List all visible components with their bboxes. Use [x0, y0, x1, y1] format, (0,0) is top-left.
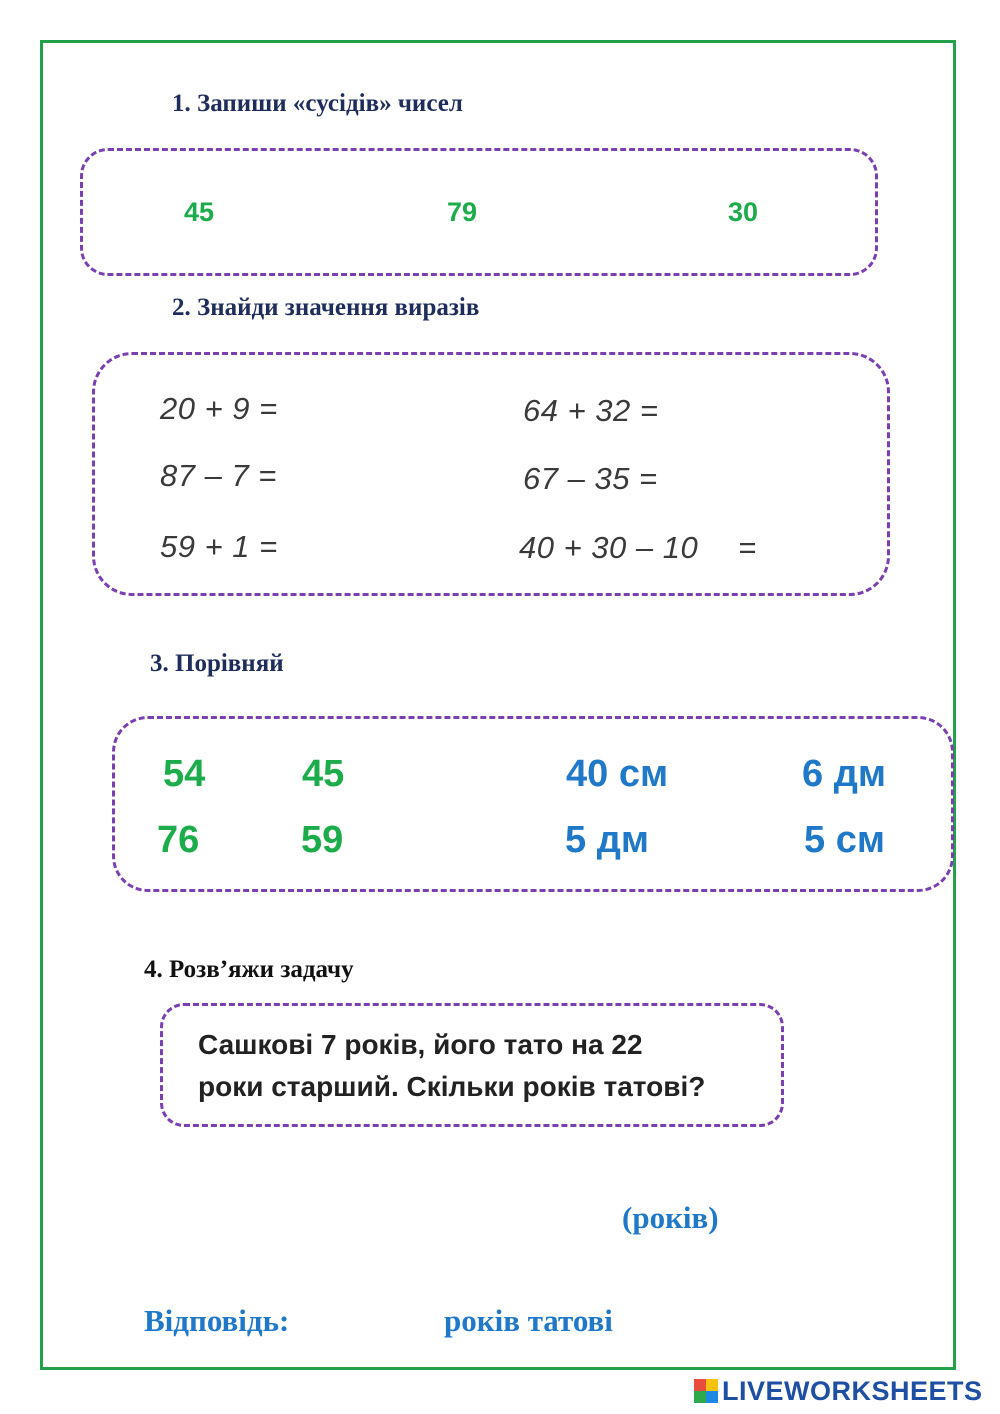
section2-title: 2. Знайди значення виразів — [172, 294, 480, 321]
liveworksheets-logo-icon — [694, 1379, 718, 1403]
compare-value: 76 — [157, 819, 200, 861]
brand-footer — [694, 1376, 983, 1406]
section1-title: 1. Запиши «сусідів» чисел — [172, 90, 463, 117]
compare-value: 54 — [163, 753, 206, 795]
section3-title: 3. Порівняй — [150, 650, 284, 677]
compare-value: 5 см — [804, 819, 885, 861]
task-line: Сашкові 7 років, його тато на 22 — [198, 1029, 643, 1060]
brand-name: LIVEWORKSHEETS — [722, 1375, 983, 1406]
expression: 64 + 32 = — [523, 393, 659, 428]
task-line: роки старший. Скільки років татові? — [198, 1071, 706, 1102]
compare-value: 6 дм — [802, 753, 886, 795]
neighbor-number: 30 — [728, 197, 759, 227]
compare-box — [112, 716, 954, 892]
expression: 20 + 9 = — [160, 391, 278, 426]
compare-value: 45 — [302, 753, 345, 795]
neighbor-number: 45 — [184, 197, 215, 227]
compare-value: 40 см — [566, 753, 669, 795]
expression: 87 – 7 = — [160, 458, 277, 493]
answer-suffix: років татові — [444, 1303, 613, 1338]
task-text — [198, 1024, 758, 1108]
expression: 59 + 1 = — [160, 529, 278, 564]
section4-title: 4. Розв’яжи задачу — [144, 956, 354, 983]
expression-equals: = — [738, 530, 757, 565]
neighbor-number: 79 — [447, 197, 478, 227]
unit-label: (років) — [622, 1200, 719, 1235]
expression: 67 – 35 = — [523, 461, 658, 496]
answer-label: Відповідь: — [144, 1303, 290, 1338]
expression: 40 + 30 – 10 — [519, 530, 699, 565]
compare-value: 5 дм — [565, 819, 649, 861]
compare-value: 59 — [301, 819, 344, 861]
